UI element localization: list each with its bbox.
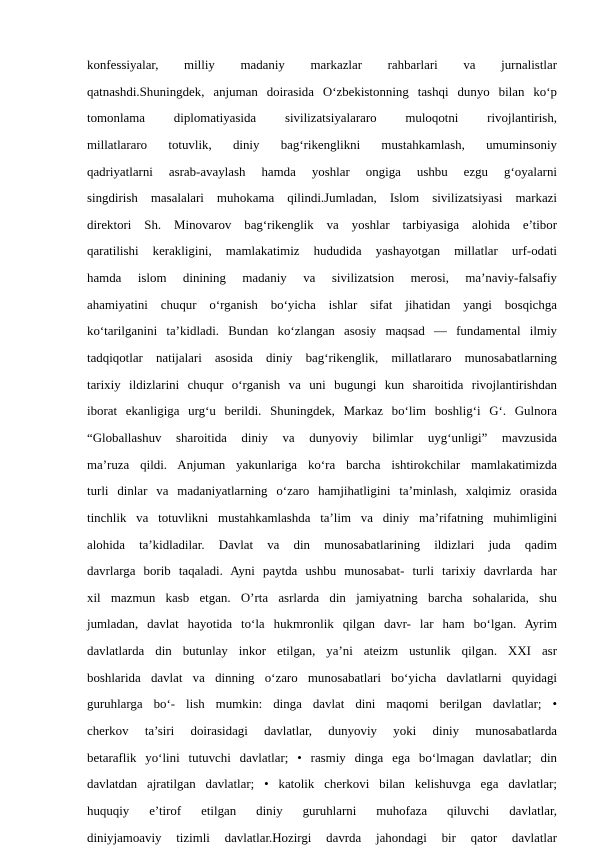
- text-line: “Globallashuv sharoitida diniy va dunyoviy bilimlar uyg‘unligi” mavzusida: [87, 430, 557, 445]
- text-line: boshlarida davlat va dinning o‘zaro munosabatlari bo‘yicha davlatlarni quyidagi: [87, 670, 557, 685]
- text-line: cherkov ta’siri doirasidagi davlatlar, dunyoviy yoki diniy munosabatlarda: [87, 724, 557, 739]
- text-line: qatnashdi.Shuningdek, anjuman doirasida O‘zbekistonning tashqi dunyo bilan ko‘p: [87, 84, 557, 99]
- text-line: tarixiy ildizlarini chuqur o‘rganish va uni bugungi kun sharoitida rivojlantirishdan: [87, 377, 557, 392]
- text-line: jumladan, davlat hayotida to‘la hukmronlik qilgan davr- lar ham bo‘lgan. Ayrim: [87, 617, 557, 632]
- text-line: davlatdan ajratilgan davlatlar; • katolik cherkovi bilan kelishuvga ega davlatlar;: [87, 777, 557, 792]
- text-line: konfessiyalar, milliy madaniy markazlar rahbarlari va jurnalistlar: [87, 58, 557, 72]
- text-line: turli dinlar va madaniyatlarning o‘zaro hamjihatligini ta’minlash, xalqimiz orasida: [87, 484, 557, 499]
- text-line: tomonlama diplomatiyasida sivilizatsiyalararo muloqotni rivojlantirish,: [87, 111, 557, 126]
- text-line: alohida ta’kidladilar. Davlat va din munosabatlarining ildizlari juda qadim: [87, 537, 557, 552]
- text-line: davlatlarda din butunlay inkor etilgan, ya’ni ateizm ustunlik qilgan. XXI asr: [87, 644, 557, 659]
- text-line: millatlararo totuvlik, diniy bag‘rikenglikni mustahkamlash, umuminsoniy: [87, 137, 557, 152]
- text-line: qadriyatlarni asrab-avaylash hamda yoshlar ongiga ushbu ezgu g‘oyalarni: [87, 164, 557, 179]
- text-line: qaratilishi kerakligini, mamlakatimiz hududida yashayotgan millatlar urf-odati: [87, 244, 557, 259]
- text-line: diniyjamoaviy tizimli davlatlar.Hozirgi davrda jahondagi bir qator davlatlar: [87, 830, 557, 845]
- text-line: huquqiy e’tirof etilgan diniy guruhlarni muhofaza qiluvchi davlatlar,: [87, 803, 557, 818]
- text-line: guruhlarga bo‘- lish mumkin: dinga davlat dini maqomi berilgan davlatlar; •: [87, 697, 557, 712]
- text-line: ko‘tarilganini ta’kidladi. Bundan ko‘zlangan asosiy maqsad — fundamental ilmiy: [87, 324, 557, 339]
- text-line: ma’ruza qildi. Anjuman yakunlariga ko‘ra barcha ishtirokchilar mamlakatimizda: [87, 457, 557, 472]
- text-line: iborat ekanligiga urg‘u berildi. Shuningdek, Markaz bo‘lim boshlig‘i G‘. Gulnora: [87, 404, 557, 419]
- text-line: betaraflik yo‘lini tutuvchi davlatlar; • rasmiy dinga ega bo‘lmagan davlatlar; din: [87, 750, 557, 765]
- text-line: davrlarga borib taqaladi. Ayni paytda ushbu munosabat- turli tarixiy davrlarda har: [87, 564, 557, 579]
- text-line: singdirish masalalari muhokama qilindi.Jumladan, Islom sivilizatsiyasi markazi: [87, 191, 557, 206]
- text-line: direktori Sh. Minovarov bag‘rikenglik va yoshlar tarbiyasiga alohida e’tibor: [87, 217, 557, 232]
- text-line: hamda islom dinining madaniy va sivilizatsion merosi, ma’naviy-falsafiy: [87, 271, 557, 286]
- text-line: xil mazmun kasb etgan. O’rta asrlarda din jamiyatning barcha sohalarida, shu: [87, 590, 557, 605]
- text-line: tadqiqotlar natijalari asosida diniy bag‘rikenglik, millatlararo munosabatlarning: [87, 351, 557, 366]
- text-line: ahamiyatini chuqur o‘rganish bo‘yicha ishlar sifat jihatidan yangi bosqichga: [87, 297, 557, 312]
- body-text: [87, 52, 557, 851]
- text-line: tinchlik va totuvlikni mustahkamlashda ta’lim va diniy ma’rifatning muhimligini: [87, 510, 557, 525]
